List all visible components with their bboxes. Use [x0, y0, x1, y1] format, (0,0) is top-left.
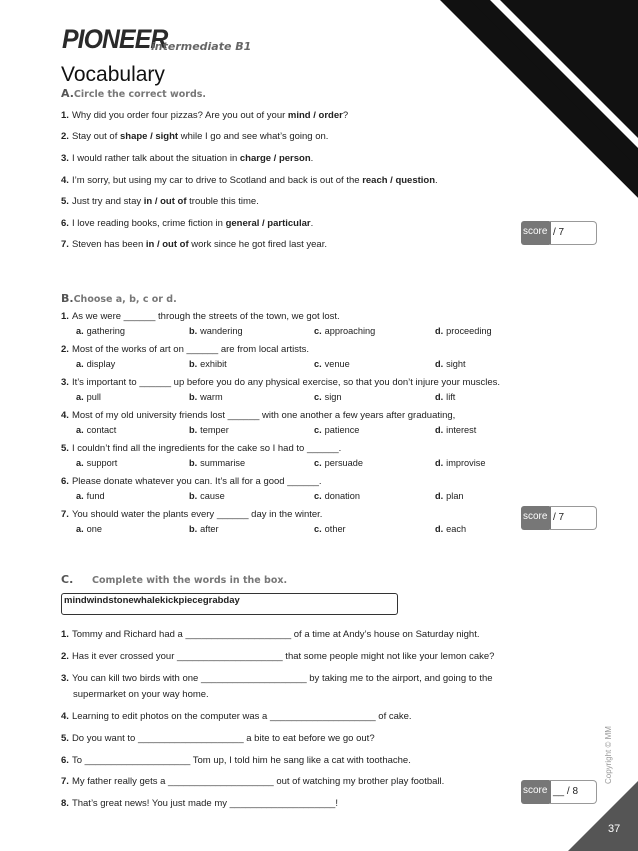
answer-choice[interactable]: in / out of [145, 239, 189, 250]
answer-option[interactable] [314, 458, 363, 468]
question-item [61, 476, 322, 487]
option-letter: b. [189, 458, 198, 468]
option-letter: d. [435, 425, 444, 435]
section-b-heading [61, 292, 177, 305]
option-text: lift [446, 392, 456, 402]
question-text: I would rather talk about the situation in [71, 153, 240, 164]
question-item [61, 629, 480, 640]
question-number: 7. [61, 776, 69, 787]
question-number: 7. [61, 239, 69, 250]
option-text: contact [86, 425, 117, 435]
question-item [61, 239, 327, 250]
score-label: score [521, 506, 551, 530]
answer-option[interactable] [435, 458, 485, 468]
score-box-b [521, 506, 593, 530]
option-letter: b. [189, 425, 198, 435]
question-item [61, 131, 328, 142]
answer-option[interactable] [314, 392, 342, 402]
answer-option[interactable] [189, 326, 243, 336]
question-item [61, 410, 455, 421]
question-number: 4. [61, 410, 69, 421]
question-item [61, 755, 411, 766]
question-number: 8. [61, 798, 69, 809]
option-letter: d. [435, 524, 444, 534]
answer-option[interactable] [314, 359, 350, 369]
option-text: one [86, 524, 103, 534]
question-text: Do you want to ____________________ a bite to eat before we go out? [71, 733, 375, 744]
question-number: 7. [61, 509, 69, 520]
answer-choice[interactable]: charge / person [239, 153, 311, 164]
score-box-a [521, 221, 593, 245]
option-text: cause [200, 491, 225, 501]
question-item [73, 689, 209, 700]
option-text: display [86, 359, 116, 369]
question-number: 3. [61, 673, 69, 684]
question-text: while I go and see what’s going on. [178, 131, 329, 142]
option-letter: c. [314, 524, 322, 534]
question-item [61, 196, 259, 207]
option-text: improvise [446, 458, 486, 468]
answer-option[interactable] [435, 524, 466, 534]
question-item [61, 776, 444, 787]
score-label: score [521, 780, 551, 804]
question-item [61, 218, 313, 229]
option-text: other [324, 524, 346, 534]
option-letter: a. [76, 425, 84, 435]
option-letter: c. [314, 425, 322, 435]
question-item [61, 651, 494, 662]
question-text: You should water the plants every ______ day in the winter. [71, 509, 323, 520]
answer-option[interactable] [76, 326, 125, 336]
question-text: trouble this time. [186, 196, 259, 207]
answer-option[interactable] [76, 458, 117, 468]
option-letter: d. [435, 392, 444, 402]
question-text: That’s great news! You just made my ____________________! [71, 798, 338, 809]
answer-option[interactable] [189, 524, 219, 534]
option-text: plan [446, 491, 464, 501]
option-text: interest [446, 425, 477, 435]
option-letter: c. [314, 326, 322, 336]
option-letter: a. [76, 392, 84, 402]
answer-option[interactable] [435, 392, 455, 402]
question-item [61, 110, 348, 121]
question-number: 3. [61, 153, 69, 164]
option-letter: c. [314, 491, 322, 501]
option-text: fund [86, 491, 105, 501]
question-text: supermarket on your way home. [73, 689, 209, 700]
option-text: support [86, 458, 118, 468]
option-text: patience [324, 425, 360, 435]
option-text: approaching [324, 326, 376, 336]
question-item [61, 711, 412, 722]
question-text: I’m sorry, but using my car to drive to Scotland and back is out of the [71, 175, 363, 186]
option-letter: d. [435, 491, 444, 501]
question-text: Why did you order four pizzas? Are you out of your [71, 110, 288, 121]
question-item [61, 673, 493, 684]
answer-choice[interactable]: shape / sight [120, 131, 179, 142]
option-text: sign [324, 392, 342, 402]
section-letter: B. [61, 292, 74, 305]
page-title: Vocabulary [61, 63, 165, 86]
question-text: As we were ______ through the streets of the town, we got lost. [71, 311, 340, 322]
answer-choice[interactable]: reach / question [362, 175, 436, 186]
answer-option[interactable] [314, 326, 375, 336]
question-number: 4. [61, 175, 69, 186]
answer-option[interactable] [435, 326, 492, 336]
question-item [61, 509, 322, 520]
page-number: 37 [608, 823, 621, 835]
option-text: temper [200, 425, 229, 435]
question-number: 5. [61, 733, 69, 744]
answer-option[interactable] [435, 491, 464, 501]
option-letter: b. [189, 524, 198, 534]
option-letter: b. [189, 392, 198, 402]
question-text: My father really gets a ____________________ out of watching my brother play football. [71, 776, 445, 787]
answer-choice[interactable]: in / out of [143, 196, 187, 207]
answer-option[interactable] [435, 425, 476, 435]
answer-option[interactable] [314, 524, 346, 534]
question-text: Most of the works of art on ______ are from local artists. [71, 344, 310, 355]
option-letter: b. [189, 326, 198, 336]
option-letter: a. [76, 491, 84, 501]
score-box-c [521, 780, 593, 804]
question-number: 1. [61, 110, 69, 121]
answer-option[interactable] [435, 359, 466, 369]
score-value[interactable]: / 7 [549, 221, 597, 245]
option-text: summarise [200, 458, 246, 468]
question-number: 6. [61, 476, 69, 487]
question-item [61, 311, 340, 322]
question-text: It’s important to ______ up before you do any physical exercise, so that you don’t injure your muscles. [71, 377, 501, 388]
brand-logo: PIONEER [62, 24, 168, 54]
question-item [61, 344, 309, 355]
option-letter: a. [76, 524, 84, 534]
question-item [61, 733, 375, 744]
question-text: I love reading books, crime fiction in [71, 218, 226, 229]
copyright-text: Copyright © MM [604, 726, 613, 784]
answer-option[interactable] [76, 392, 101, 402]
question-text: Please donate whatever you can. It’s all for a good ______. [71, 476, 322, 487]
section-a-heading [61, 87, 206, 100]
option-text: each [446, 524, 467, 534]
question-number: 2. [61, 651, 69, 662]
question-text: ? [342, 110, 349, 121]
question-text: . [310, 153, 314, 164]
answer-option[interactable] [314, 491, 360, 501]
question-number: 1. [61, 311, 69, 322]
answer-option[interactable] [189, 458, 245, 468]
question-item [61, 153, 313, 164]
answer-option[interactable] [76, 425, 116, 435]
option-text: after [200, 524, 219, 534]
option-letter: c. [314, 458, 322, 468]
question-number: 2. [61, 131, 69, 142]
question-text: . [435, 175, 438, 186]
option-letter: b. [189, 491, 198, 501]
answer-option[interactable] [189, 425, 229, 435]
option-letter: c. [314, 359, 322, 369]
question-text: Just try and stay [71, 196, 144, 207]
option-text: wandering [200, 326, 243, 336]
question-number: 5. [61, 196, 69, 207]
answer-choice[interactable]: general / particular [225, 218, 311, 229]
word-box: mindwindstonewhalekickpiecegrabday [61, 593, 398, 615]
question-text: You can kill two birds with one ____________________ by taking me to the airport, and going to the [71, 673, 493, 684]
option-text: pull [86, 392, 101, 402]
question-item [61, 175, 438, 186]
score-value[interactable]: __ / 8 [549, 780, 597, 804]
option-text: exhibit [200, 359, 227, 369]
option-letter: c. [314, 392, 322, 402]
answer-option[interactable] [76, 491, 105, 501]
score-label: score [521, 221, 551, 245]
question-text: I couldn’t find all the ingredients for the cake so I had to ______. [71, 443, 342, 454]
question-number: 6. [61, 755, 69, 766]
answer-option[interactable] [189, 359, 227, 369]
question-number: 4. [61, 711, 69, 722]
question-text: Steven has been [71, 239, 146, 250]
question-text: Stay out of [71, 131, 120, 142]
question-number: 3. [61, 377, 69, 388]
option-letter: d. [435, 326, 444, 336]
option-text: gathering [86, 326, 125, 336]
option-text: sight [446, 359, 466, 369]
section-c-heading [61, 573, 287, 586]
question-text: Most of my old university friends lost ______ with one another a few years after graduating, [71, 410, 456, 421]
section-instruction: Choose a, b, c or d. [73, 294, 177, 305]
option-text: warm [200, 392, 223, 402]
question-text: To ____________________ Tom up, I told him he sang like a cat with toothache. [71, 755, 411, 766]
answer-choice[interactable]: mind / order [287, 110, 343, 121]
option-letter: b. [189, 359, 198, 369]
question-text: Learning to edit photos on the computer was a ____________________ of cake. [71, 711, 412, 722]
section-letter: C. [61, 573, 74, 586]
answer-option[interactable] [189, 491, 225, 501]
option-letter: d. [435, 458, 444, 468]
question-text: Has it ever crossed your ____________________ that some people might not like your lemon cake? [71, 651, 495, 662]
question-text: . [310, 218, 314, 229]
answer-option[interactable] [76, 359, 115, 369]
answer-option[interactable] [76, 524, 102, 534]
option-text: proceeding [446, 326, 492, 336]
question-item [61, 798, 338, 809]
question-item [61, 377, 500, 388]
level-label: intermediate B1 [151, 40, 252, 53]
option-letter: d. [435, 359, 444, 369]
question-number: 2. [61, 344, 69, 355]
option-text: venue [324, 359, 350, 369]
option-letter: a. [76, 326, 84, 336]
score-value[interactable]: / 7 [549, 506, 597, 530]
section-instruction: Circle the correct words. [73, 89, 207, 100]
option-text: donation [324, 491, 360, 501]
question-text: Tommy and Richard had a ____________________ of a time at Andy’s house on Saturday night. [71, 629, 480, 640]
option-letter: a. [76, 458, 84, 468]
question-number: 1. [61, 629, 69, 640]
option-letter: a. [76, 359, 84, 369]
answer-option[interactable] [314, 425, 359, 435]
question-number: 5. [61, 443, 69, 454]
section-letter: A. [61, 87, 74, 100]
option-text: persuade [324, 458, 363, 468]
question-text: work since he got fired last year. [188, 239, 327, 250]
section-instruction: Complete with the words in the box. [92, 575, 288, 586]
question-item [61, 443, 341, 454]
answer-option[interactable] [189, 392, 223, 402]
question-number: 6. [61, 218, 69, 229]
